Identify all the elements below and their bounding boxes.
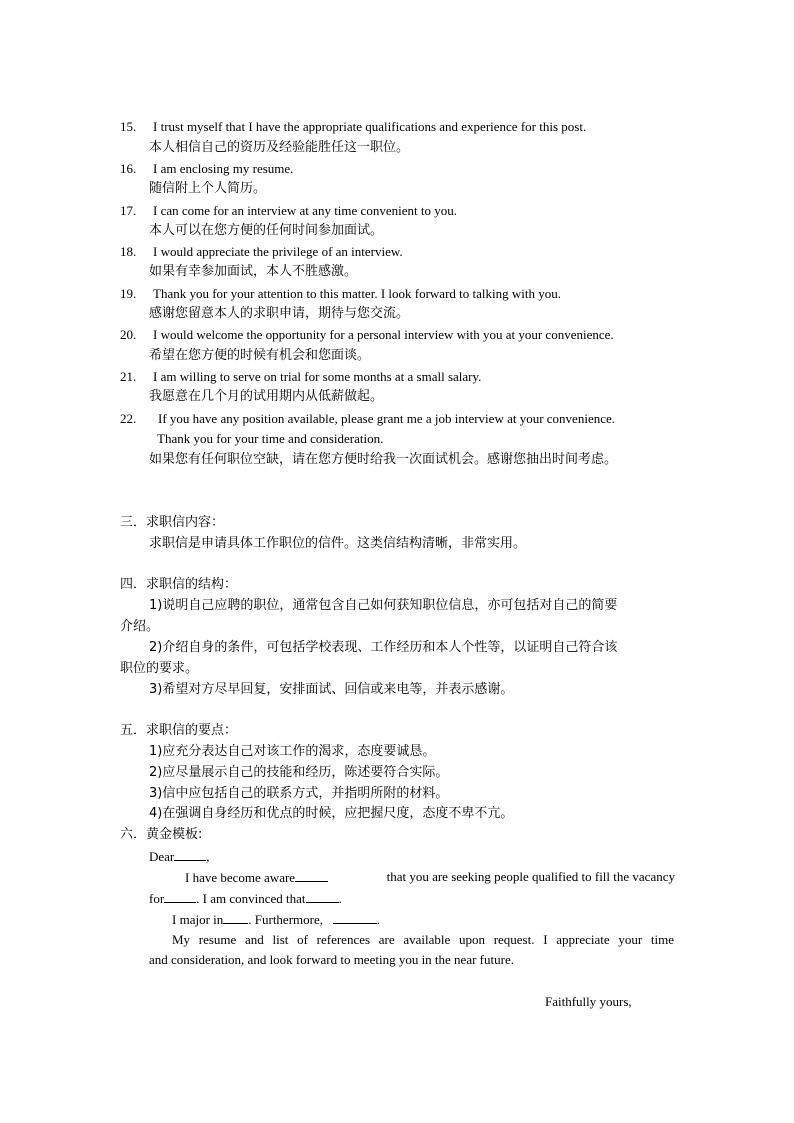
item-number: 15.	[120, 119, 137, 134]
item-18	[120, 244, 403, 260]
template-text: . Furthermore,	[248, 912, 323, 927]
template-text: I have become aware	[185, 870, 296, 885]
section-point: 4)在强调自身经历和优点的时候，应把握尺度，态度不卑不亢。	[149, 806, 514, 821]
item-number: 20.	[120, 327, 137, 342]
section-paragraph: 3)希望对方尽早回复，安排面试、回信或来电等，并表示感谢。	[149, 682, 514, 697]
template-text: for	[149, 891, 165, 906]
item-number: 19.	[120, 286, 137, 301]
punctuation: .	[338, 891, 342, 906]
item-21	[120, 369, 482, 385]
punctuation: ,	[206, 849, 210, 864]
blank-field	[164, 890, 196, 903]
item-22	[120, 411, 615, 427]
blank-field	[223, 911, 248, 924]
salutation-text: Dear	[149, 849, 175, 864]
item-20	[120, 327, 614, 343]
item-chinese: 感谢您留意本人的求职申请，期待与您交流。	[149, 306, 410, 321]
item-16	[120, 161, 294, 177]
template-text: that you are seeking people qualified to fill the vacancy	[386, 869, 675, 884]
section-heading: 五．求职信的要点：	[120, 723, 238, 738]
template-text: I major in	[172, 912, 224, 927]
item-english: I would appreciate the privilege of an interview.	[153, 244, 403, 259]
template-closing: Faithfully yours,	[545, 994, 632, 1009]
item-15	[120, 119, 587, 135]
item-chinese: 我愿意在几个月的试用期内从低薪做起。	[149, 389, 384, 404]
blank-field	[333, 911, 377, 924]
item-number: 21.	[120, 369, 137, 384]
section-heading: 三．求职信内容：	[120, 515, 225, 530]
punctuation: .	[376, 912, 380, 927]
template-text: . I am convinced that	[196, 891, 306, 906]
item-english: I can come for an interview at any time convenient to you.	[153, 203, 457, 218]
template-line	[185, 869, 675, 886]
item-chinese: 本人可以在您方便的任何时间参加面试。	[149, 223, 384, 238]
template-line	[172, 911, 380, 928]
item-number: 18.	[120, 244, 137, 259]
blank-field	[295, 869, 328, 882]
template-line: and consideration, and look forward to meeting you in the near future.	[149, 952, 514, 967]
section-paragraph: 介绍。	[120, 619, 160, 634]
template-salutation	[149, 848, 210, 865]
item-english: I would welcome the opportunity for a personal interview with you at your convenience.	[153, 327, 614, 342]
section-paragraph: 1)说明自己应聘的职位，通常包含自己如何获知职位信息，亦可包括对自己的简要	[149, 598, 618, 613]
section-point: 2)应尽量展示自己的技能和经历，陈述要符合实际。	[149, 765, 449, 780]
item-19	[120, 286, 561, 302]
section-point: 3)信中应包括自己的联系方式，并指明所附的材料。	[149, 786, 449, 801]
item-english-continued: Thank you for your time and consideration.	[157, 431, 384, 446]
item-english: I trust myself that I have the appropriate qualifications and experience for this post.	[153, 119, 587, 134]
item-chinese: 如果有幸参加面试，本人不胜感激。	[149, 264, 358, 279]
template-line	[149, 890, 342, 907]
section-point: 1)应充分表达自己对该工作的渴求，态度要诚恳。	[149, 744, 436, 759]
item-number: 22.	[120, 411, 137, 426]
section-paragraph: 职位的要求。	[120, 661, 199, 676]
item-chinese: 随信附上个人简历。	[149, 181, 267, 196]
section-paragraph: 2)介绍自身的条件，可包括学校表现、工作经历和本人个性等，以证明自己符合该	[149, 640, 618, 655]
item-17	[120, 203, 457, 219]
blank-field	[174, 848, 206, 861]
section-body: 求职信是申请具体工作职位的信件。这类信结构清晰，非常实用。	[149, 536, 527, 551]
item-chinese: 如果您有任何职位空缺，请在您方便时给我一次面试机会。感谢您抽出时间考虑。	[149, 452, 618, 467]
item-english: I am enclosing my resume.	[153, 161, 294, 176]
item-english: I am willing to serve on trial for some months at a small salary.	[153, 369, 482, 384]
item-english: If you have any position available, please grant me a job interview at your convenience.	[158, 411, 615, 426]
item-chinese: 希望在您方便的时候有机会和您面谈。	[149, 348, 371, 363]
section-heading: 六．黄金模板:	[120, 827, 203, 842]
blank-field	[306, 890, 339, 903]
item-number: 17.	[120, 203, 137, 218]
item-number: 16.	[120, 161, 137, 176]
section-heading: 四．求职信的结构：	[120, 577, 238, 592]
item-chinese: 本人相信自己的资历及经验能胜任这一职位。	[149, 140, 410, 155]
template-line: My resume and list of references are available upon request. I appreciate your time	[172, 932, 674, 947]
item-english: Thank you for your attention to this matter. I look forward to talking with you.	[153, 286, 561, 301]
